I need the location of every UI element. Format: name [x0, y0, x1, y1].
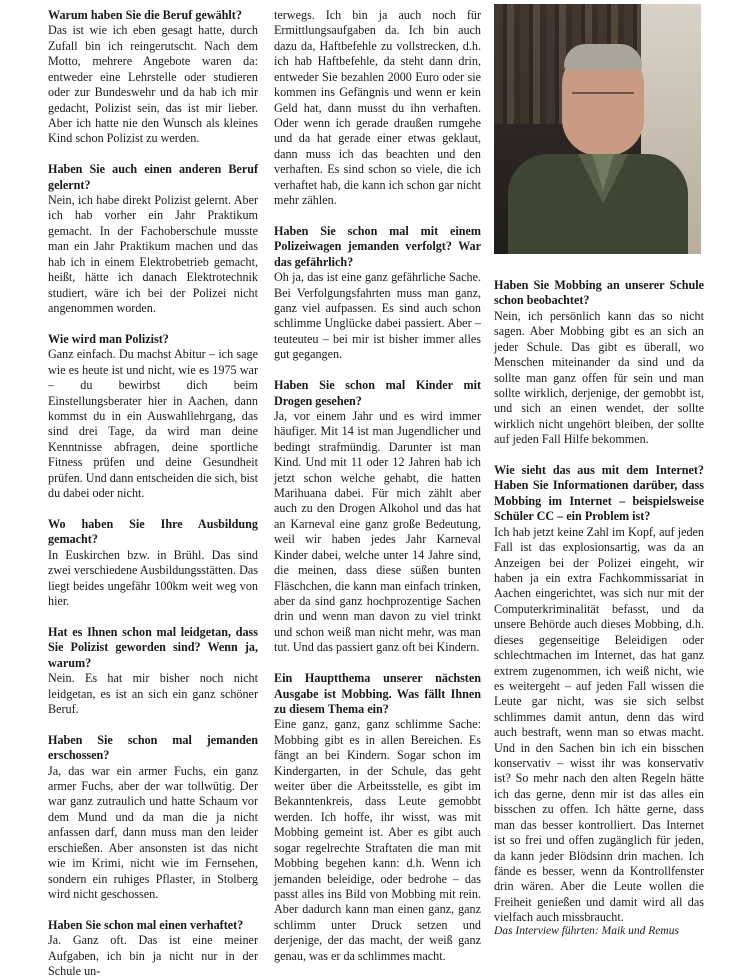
- question: Haben Sie schon mal einen verhaftet?: [48, 917, 244, 932]
- question: Warum haben Sie die Beruf gewählt?: [48, 8, 242, 22]
- answer: Das ist wie ich eben gesagt hatte, durch Zufall bin ich reingerutscht. Nach dem Motto, mehrere Angebote waren da: entweder eine Lehrstelle oder studieren oder zur Bundeswehr und da hab ich mir gedacht, Polizist sein, das ist mir lieber. Aber ich hatte nie den Wunsch als kleines Kind schon Polizist zu werden.: [48, 23, 258, 146]
- answer: Eine ganz, ganz, ganz schlimme Sache: Mobbing gibt es in allen Bereichen. Es fängt an bei Kindern. Sogar schon im Kindergarten, in der Schule, das geht weiter über die Arbeitsstelle, es gibt im Bekanntenkreis, dass Leute gemobbt werden. Ich hoffe, ihr wisst, was mit Mobbing gemeint ist. Aber es gibt auch sogar regelrechte Straftaten die man mit Mobbing begehen kann: d.h. Wenn ich jemanden beleidige, oder bedrohe – das passt alles ins Bild von Mobbing mit rein. Aber dadurch kann man einen ganz, ganz schlimm unter Druck setzen und derjenige, der das macht, der weiß ganz genau, was er da schlimmes macht.: [274, 717, 481, 963]
- answer: Ganz einfach. Du machst Abitur – ich sage wie es heute ist und nicht, wie es 1975 war – du bewirbst dich beim Einstellungsberater hier in Aachen, dann kommst du in ein Auswahllehrgang, das sind drei Tage, da wird man deine Kenntnisse abfragen, deine sportliche Fitness prüfen und deine Gesundheit prüfen. Und dann entscheiden die sich, bist du dabei oder nicht.: [48, 347, 258, 501]
- answer: Nein, ich habe direkt Polizist gelernt. Aber ich hab vorher ein Jahr Praktikum gemacht. In der Fachoberschule musste man ein Jahr Praktikum machen und das hab ich in einem Elektrobetrieb gemacht, heißt, hätte ich danach Elektrotechnik studiert, wäre ich bei der Polizei nicht angenommen worden.: [48, 193, 258, 315]
- question: Haben Sie schon mal jemanden erschossen?: [48, 732, 258, 763]
- answer: Nein. Es hat mir bisher noch nicht leidgetan, es ist an sich ein ganz schöner Beruf.: [48, 671, 258, 716]
- answer: Nein, ich persönlich kann das so nicht sagen. Aber Mobbing gibt es an sich an jeder Schule. Das gibt es überall, wo Menschen miteinander da sind und da sollte man ganz offen für sein und man sollte wirklich, derjenige, der gemobbt ist, und sich an einen wendet, der sollte wirklich nicht ungehört bleiben, der sollte auf jeden Fall Hilfe bekommen.: [494, 308, 704, 447]
- answer: Ja, vor einem Jahr und es wird immer häufiger. Mit 14 ist man Jugendlicher und bedingt strafmündig. Darunter ist man Kind. Und mit 11 oder 12 Jahren hab ich jetzt schon welche gehabt, die hatten Marihuana dabei. Für mich zählt aber auch zu den Drogen Alkohol und das hat an Karneval eine ganz große Bedeutung, weil wir haben jedes Jahr Karneval Kinder dabei, welche unter 14 Jahre sind, die meinen, dass diese süßen bunten Fläschchen, die kann man einfach trinken, aber da sind ganz hochprozentige Sachen drin und wenn man davon zu viel trinkt und schon weiß man nicht mehr, was man tut. Und das passiert ganz oft bei Kindern.: [274, 408, 481, 655]
- question: Ein Hauptthema unserer nächsten Ausgabe ist Mobbing. Was fällt Ihnen zu diesem Thema ein?: [274, 671, 481, 716]
- glasses: [572, 92, 634, 108]
- question: Wo haben Sie Ihre Ausbildung gemacht?: [48, 516, 258, 547]
- answer: Oh ja, das ist eine ganz gefährliche Sache. Bei Verfolgungsfahrten muss man ganz, ganz viel aufpassen. Es sind auch schon schlimme Unglücke dabei passiert. Aber – teuteuteu – bei mir ist bisher immer alles gut gegangen.: [274, 270, 481, 362]
- question: Wie sieht das aus mit dem Internet? Haben Sie Informationen darüber, dass Mobbing im Internet – beispielsweise Schüler CC – ein Problem ist?: [494, 463, 704, 524]
- hair: [564, 44, 642, 70]
- interview-photo: [494, 4, 701, 254]
- answer: terwegs. Ich bin ja auch noch für Ermittlungsaufgaben da. Ich bin auch dazu da, Haftbefehle zu vollstrecken, d.h. ich hab Haftbefehle, da steht dann drin, entweder Sie bezahlen 2000 Euro oder sie kommen ins Gefängnis und wenn er kein Geld hat, dann musst du ihn verhaften. Oder wenn ich gerade draußen rumgehe und da hat gerade einer etwas geklaut, dann muss ich das beachten und den verhaften. Es sind schon so viele, die ich verhaftet hab, die kann ich schon gar nicht mehr zählen.: [274, 8, 481, 208]
- answer: Ja. Ganz oft. Das ist eine meiner Aufgaben, ich bin ja nicht nur in der Schule un-: [48, 933, 258, 979]
- question: Haben Sie schon mal mit einem Polizeiwagen jemanden verfolgt? War das gefährlich?: [274, 223, 481, 269]
- question: Hat es Ihnen schon mal leidgetan, dass Sie Polizist geworden sind? Wenn ja, warum?: [48, 624, 258, 670]
- column-1: [48, 8, 258, 979]
- question: Haben Sie Mobbing an unserer Schule schon beobachtet?: [494, 278, 704, 308]
- answer: Ich hab jetzt keine Zahl im Kopf, auf jeden Fall ist das explosionsartig, was da an Anzeigen bei der Polizei eingeht, wir haben ja ein extra Fachkommissariat in Aachen eingerichtet, was sich nur mit der Computerkriminalität befasst, und da unsere Behörde auch dieses Mobbing, d.h. dieses gegenseitige Beleidigen oder schlechtmachen im Internet, das hat ganz extrem zugenommen, ich weiß nicht, wie es weitergeht – auf jeden Fall wissen die Leute gar nicht, was sie sich selbst schlimmes damit antun, denn das wird auch bestraft, wenn man so etwas macht. Und in den Sachen bin ich ein bisschen konservativ – wisst ihr was konservativ ist? So mehr nach den alten Regeln hätte ich das gerne, denn mir ist das alles ein bisschen zu offen. Ich hätte gerne, dass man das besser kontrolliert. Das Internet ist so frei und offen zugänglich für jeden, da kann jeder Blödsinn drin machen. Ich fände es besser, wenn da Kontrollfenster drin wären. Aber die Leute wollen die Freiheit genießen und damit wird all das vielfach auch missbraucht.: [494, 524, 704, 925]
- column-2: [274, 8, 481, 964]
- interview-credit: Das Interview führten: Maik und Remus: [494, 925, 679, 937]
- column-3: [494, 278, 704, 926]
- question: Wie wird man Polizist?: [48, 331, 169, 346]
- question: Haben Sie auch einen anderen Beruf gelernt?: [48, 162, 258, 192]
- answer: In Euskirchen bzw. in Brühl. Das sind zwei verschiedene Ausbildungsstätten. Das liegt beides ungefähr 100km weit weg von hier.: [48, 547, 258, 608]
- question: Haben Sie schon mal Kinder mit Drogen gesehen?: [274, 378, 481, 408]
- answer: Ja, das war ein armer Fuchs, ein ganz armer Fuchs, aber der war tollwütig. Der war ganz zutraulich und hatte Schaum vor dem Mund und da man die ja nicht anfassen darf, dann muss man den leider erschießen. Aber ansonsten ist das nicht wie im Krimi, nicht wie im Fernsehen, sondern ein ruhiges Pflaster, in Stolberg wird nicht geschossen.: [48, 763, 258, 901]
